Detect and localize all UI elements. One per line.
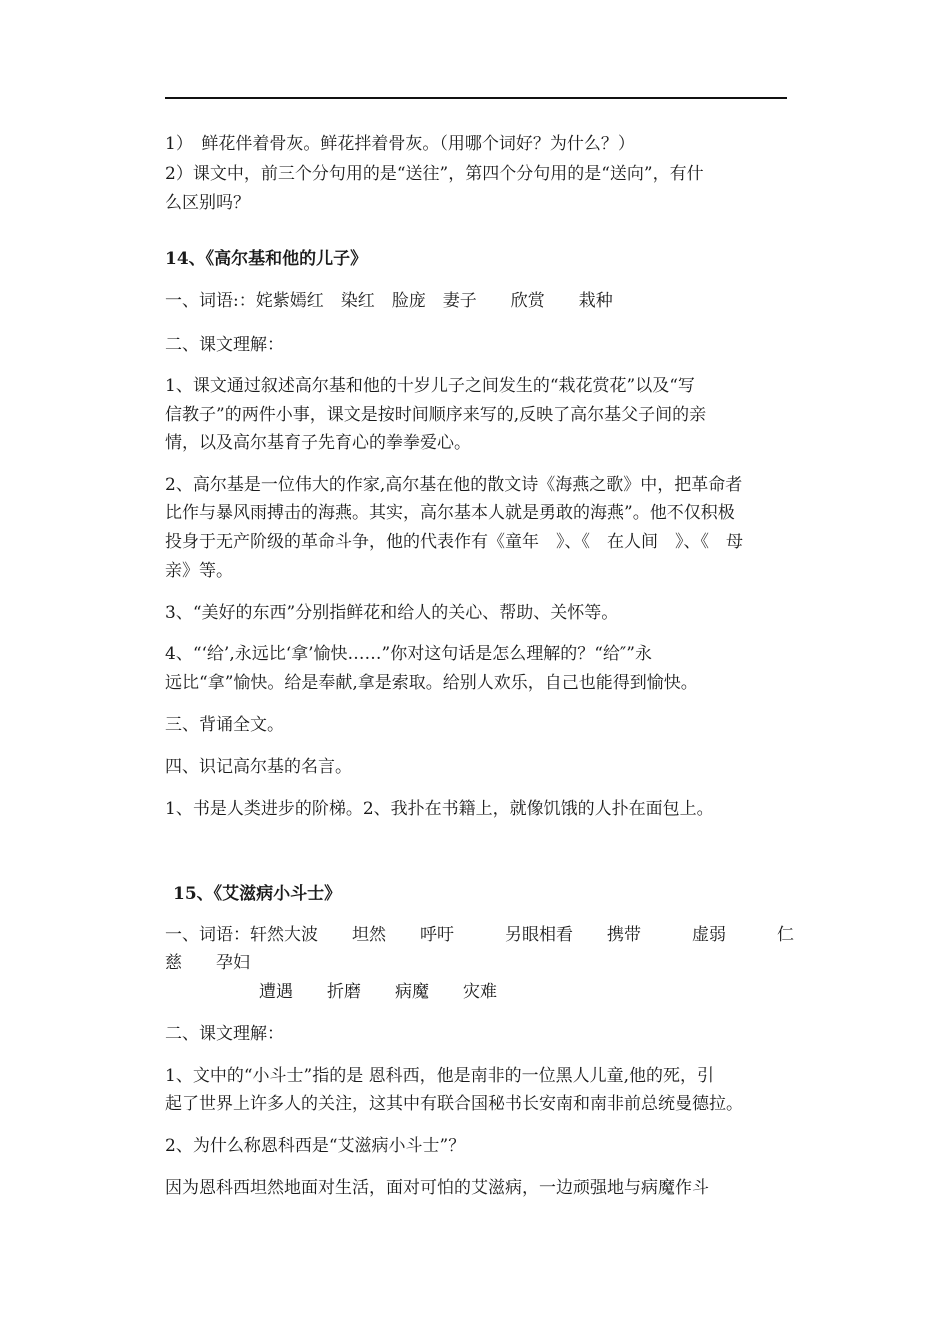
lesson-14-p1-line-1: 1、课文通过叙述高尔基和他的十岁儿子之间发生的“栽花赏花”以及“写 [165,376,695,396]
lesson-14-p2-line-2: 比作与暴风雨搏击的海燕。其实，高尔基本人就是勇敢的海燕”。他不仅积极 [165,503,735,523]
lesson-14-p3: 3、“美好的东西”分别指鲜花和给人的关心、帮助、关怀等。 [165,603,619,623]
q2-line-2: 么区别吗？ [165,193,250,213]
lesson-14-vocab: 一、词语:：姹紫嫣红 染红 脸庞 妻子 欣赏 栽种 [165,291,613,311]
lesson-14-quotes: 1、书是人类进步的阶梯。2、我扑在书籍上，就像饥饿的人扑在面包上。 [165,799,714,819]
lesson-14-p4-line-1: 4、“‘给’,永远比‘拿’愉快……”你对这句话是怎么理解的？“给″”永 [165,644,652,664]
lesson-15-vocab-line-1: 一、词语：轩然大波 坦然 呼吁 另眼相看 携带 虚弱 仁 [165,925,794,945]
lesson-14-title: 14、《高尔基和他的儿子》 [165,249,368,269]
lesson-15-title: 15、《艾滋病小斗士》 [173,884,342,904]
header-rule [165,97,787,99]
lesson-15-p2-answer: 因为恩科西坦然地面对生活，面对可怕的艾滋病，一边顽强地与病魔作斗 [165,1178,709,1198]
lesson-14-p1-line-2: 信教子”的两件小事，课文是按时间顺序来写的,反映了高尔基父子间的亲 [165,405,707,425]
lesson-15-vocab-line-3: 遭遇 折磨 病魔 灾难 [259,982,497,1002]
lesson-14-section-2: 二、课文理解： [165,335,284,355]
lesson-14-p4-line-2: 远比“拿”愉快。给是奉献,拿是索取。给别人欢乐，自己也能得到愉快。 [165,673,698,693]
lesson-15-p1-line-1: 1、文中的“小斗士”指的是 恩科西，他是南非的一位黑人儿童,他的死，引 [165,1066,715,1086]
lesson-14-section-4: 四、识记高尔基的名言。 [165,757,352,777]
lesson-14-section-3: 三、背诵全文。 [165,715,284,735]
lesson-15-p1-line-2: 起了世界上许多人的关注，这其中有联合国秘书长安南和南非前总统曼德拉。 [165,1094,743,1114]
lesson-14-p2-line-1: 2、高尔基是一位伟大的作家,高尔基在他的散文诗《海燕之歌》中，把革命者 [165,475,743,495]
lesson-15-p2-question: 2、为什么称恩科西是“艾滋病小斗士”？ [165,1136,466,1156]
lesson-14-p2-line-4: 亲》等。 [165,561,233,581]
lesson-15-section-2: 二、课文理解： [165,1024,284,1044]
lesson-14-p2-line-3: 投身于无产阶级的革命斗争，他的代表作有《童年 》、《 在人间 》、《 母 [165,532,743,552]
lesson-15-vocab-line-2: 慈 孕妇 [165,953,250,973]
q1-line: 1） 鲜花伴着骨灰。鲜花拌着骨灰。（用哪个词好？为什么？） [165,134,635,154]
q2-line-1: 2）课文中，前三个分句用的是“送往”，第四个分句用的是“送向”，有什 [165,164,704,184]
lesson-14-p1-line-3: 情，以及高尔基育子先育心的拳拳爱心。 [165,433,471,453]
